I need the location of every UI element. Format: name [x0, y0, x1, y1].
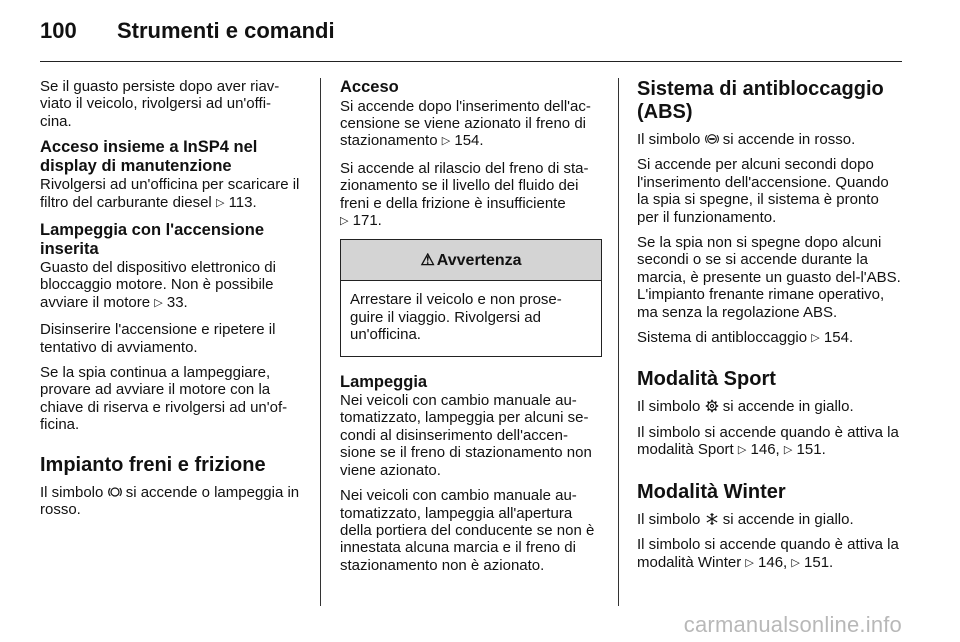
- arrow-right-icon: ▷: [215, 196, 225, 209]
- paragraph: Nei veicoli con cambio manuale au-tomatizzato, lampeggia all'apertura della portiera del conducente se non è innestata alcuna marcia e il freno di stazionamento non è azionato.: [340, 487, 595, 574]
- warning-box: [340, 239, 602, 356]
- page-header: [0, 0, 960, 64]
- paragraph: Se la spia non si spegne dopo alcuni secondi o se si accende durante la marcia, è presente un guasto del-l'ABS. L'impianto frenante rimane operativo, ma senza la regolazione ABS.: [637, 234, 901, 321]
- page-reference[interactable]: 154.: [823, 329, 854, 347]
- page-reference[interactable]: 151.: [804, 553, 834, 571]
- paragraph-text: si accende in giallo.: [722, 398, 854, 416]
- header-divider: [40, 61, 902, 62]
- column-divider-2: [618, 78, 619, 606]
- paragraph: [40, 259, 302, 313]
- paragraph: [637, 130, 903, 148]
- winter-mode-icon: [705, 512, 719, 526]
- paragraph: Si accende per alcuni secondi dopo l'inserimento dell'accensione. Quando la spia si spegne, il sistema è pronto per il funzionamento.: [637, 156, 889, 226]
- page-reference[interactable]: 113.: [228, 193, 257, 211]
- paragraph-text: Il simbolo: [637, 131, 701, 148]
- paragraph-text: Si accende al rilascio del freno di sta-zionamento se il livello del fluido dei freni e della frizione è insufficiente: [340, 159, 589, 212]
- page-reference[interactable]: 146,: [750, 441, 780, 459]
- paragraph: [340, 98, 602, 152]
- paragraph-text: Il simbolo si accende quando è attiva la modalità Sport: [637, 423, 899, 459]
- paragraph: Nei veicoli con cambio manuale au-tomatizzato, lampeggia per alcuni se-condi al disinserimento dell'accen-sione se il freno di stazionamento non viene azionato.: [340, 392, 592, 479]
- paragraph-text: Il simbolo: [637, 510, 701, 528]
- heading-insp4: Acceso insieme a InSP4 nel display di manutenzione: [40, 138, 258, 175]
- heading-winter: Modalità Winter: [637, 480, 786, 503]
- arrow-right-icon: ▷: [791, 556, 800, 569]
- paragraph-text: Si accende dopo l'inserimento dell'ac-censione se viene azionato il freno di stazionamento: [340, 97, 591, 150]
- brake-warning-icon: [108, 485, 122, 499]
- heading-abs: Sistema di antibloccaggio (ABS): [637, 78, 884, 123]
- paragraph: Se la spia continua a lampeggiare, provare ad avviare il motore con la chiave di riserva e rivolgersi ad un'of-ficina.: [40, 364, 288, 434]
- arrow-right-icon: ▷: [811, 332, 820, 345]
- paragraph: [340, 160, 602, 232]
- paragraph-text: Rivolgersi ad un'officina per scaricare il filtro del carburante diesel: [40, 176, 300, 211]
- column-2: [340, 78, 602, 582]
- page-reference[interactable]: 154.: [454, 132, 484, 150]
- paragraph-text: si accende o lampeggia in rosso.: [40, 483, 300, 519]
- heading-lampeggia: Lampeggia: [340, 372, 428, 391]
- paragraph: [637, 424, 903, 461]
- column-3: [637, 78, 903, 581]
- paragraph-text: Guasto del dispositivo elettronico di bloccaggio motore. Non è possibile avviare il motore: [40, 259, 276, 311]
- paragraph: [637, 397, 903, 415]
- page-reference[interactable]: 171.: [352, 211, 382, 229]
- heading-acceso: Acceso: [340, 78, 399, 96]
- heading-lampeggia-accensione: Lampeggia con l'accensione inserita: [40, 221, 264, 258]
- sport-mode-icon: [705, 399, 719, 413]
- page-number: 100: [40, 18, 77, 43]
- heading-sport: Modalità Sport: [637, 368, 776, 391]
- paragraph: [637, 329, 903, 348]
- paragraph: [40, 176, 302, 213]
- arrow-right-icon: ▷: [154, 296, 163, 309]
- warning-header: [341, 240, 601, 281]
- abs-warning-icon: [705, 132, 719, 146]
- arrow-right-icon: ▷: [745, 556, 754, 569]
- watermark: carmanualsonline.info: [683, 612, 902, 637]
- warning-title: Avvertenza: [436, 251, 522, 269]
- warning-triangle-icon: ⚠: [420, 251, 435, 269]
- column-divider-1: [320, 78, 321, 606]
- page-reference[interactable]: 151.: [796, 441, 826, 459]
- paragraph: [637, 510, 903, 528]
- paragraph-text: Il simbolo si accende quando è attiva la modalità Winter: [637, 536, 899, 571]
- paragraph-text: Il simbolo: [40, 483, 104, 501]
- page-reference[interactable]: 33.: [166, 293, 188, 311]
- arrow-right-icon: ▷: [737, 444, 747, 457]
- page-title: Strumenti e comandi: [117, 18, 335, 43]
- paragraph-text: si accende in rosso.: [722, 131, 856, 148]
- arrow-right-icon: ▷: [340, 214, 349, 227]
- paragraph: [637, 536, 903, 573]
- paragraph-text: Sistema di antibloccaggio: [637, 329, 808, 347]
- paragraph-text: si accende in giallo.: [722, 510, 854, 528]
- column-1: [40, 78, 302, 527]
- paragraph: Disinserire l'accensione e ripetere il tentativo di avviamento.: [40, 321, 276, 356]
- paragraph-text: Il simbolo: [637, 398, 701, 416]
- arrow-right-icon: ▷: [441, 135, 451, 148]
- arrow-right-icon: ▷: [783, 444, 793, 457]
- heading-impianto-freni: Impianto freni e frizione: [40, 453, 266, 476]
- page-reference[interactable]: 146,: [758, 553, 788, 571]
- paragraph: [40, 483, 302, 519]
- paragraph: Se il guasto persiste dopo aver riav-viato il veicolo, rivolgersi ad un'offi-cina.: [40, 78, 280, 130]
- warning-text: Arrestare il veicolo e non prose-guire il viaggio. Rivolgersi ad un'officina.: [350, 291, 562, 344]
